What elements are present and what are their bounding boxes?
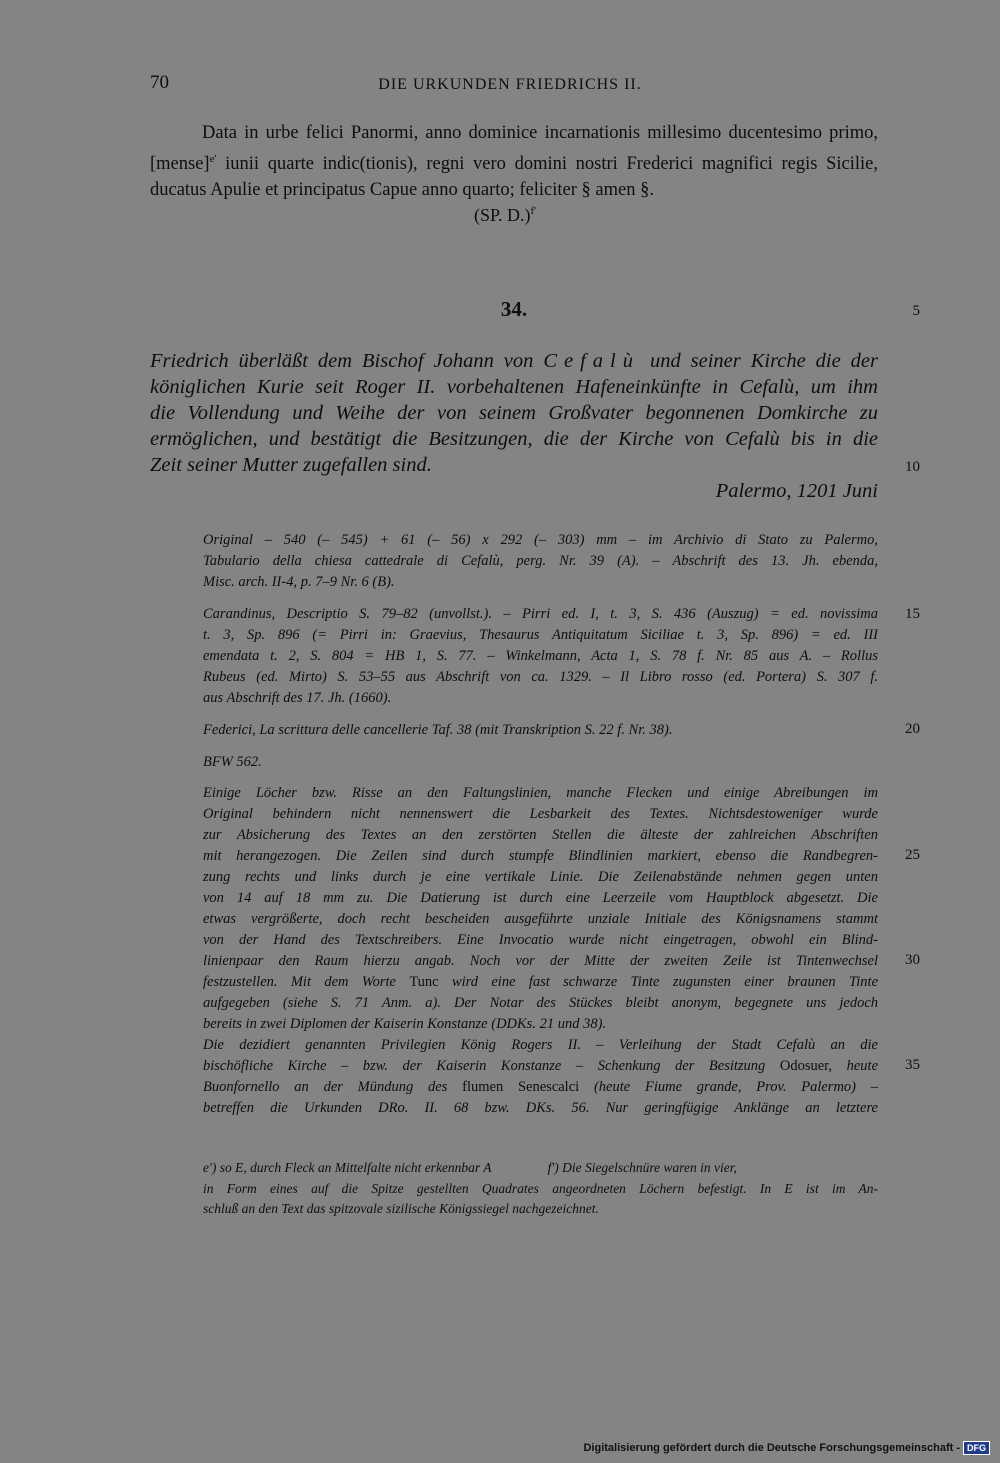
regest-line: Friedrich überläßt dem Bischof Johann von Cefalù und seiner Kirche die der [150,350,878,372]
dfg-logo-icon: DFG [963,1441,990,1455]
bfw-reference: BFW 562. [203,754,262,770]
footnotes: e') so E, durch Fleck an Mittelfalte nicht erkennbar A f') Die Siegelschnüre waren in vier, in Form eines auf die Spitze gestellten Quadrates angeordneten Löchern befestigt. In E ist im An- schluß an den Text das spitzovale sizilische Königssiegel nachgezeichnet. [203,1160,878,1216]
margin-line-number: 30 [905,952,920,968]
regest-line: königlichen Kurie seit Roger II. vorbehaltenen Hafeneinkünfte in Cefalù, um ihm [150,376,878,398]
dating-line-3: ducatus Apulie et principatus Capue anno quarto; feliciter § amen §. [150,180,654,201]
seal-note: (SP. D.)$^{f'}$ [474,205,537,225]
dating-clause [150,120,878,203]
document-number: 34. [500,297,528,321]
commentary: Einige Löcher bzw. Risse an den Faltungslinien, manche Flecken und einige Abreibungen im Original behindern nicht nennenswert die Lesbarkeit des Textes. Nichtsdestoweniger wurde zur Absicherung des Textes an den zerstörten Stellen die älteste der zahlreichen Abschriften mit herangezogen. Die Zeilen sind durch stumpfe Blindlinien markiert, ebenso die Randbegren- zung rechts und links durch je eine vertikale Linie. Die Zeilenabstände nehmen gegen unten von 14 auf 18 mm zu. Die Datierung ist durch eine Leerzeile vom Hauptblock abgesetzt. Die etwas vergrößerte, doch recht bescheiden ausgeführte unziale Initiale des Königsnamens stammt von der Hand des Textschreibers. Eine Invocatio wurde nicht eingetragen, obwohl ein Blind- linienpaar den Raum hierzu angab. Noch vor der Mitte der zweiten Zeile ist Tintenwechsel festzustellen. Mit dem Worte Tunc wird eine fast schwarze Tinte zugunsten einer braunen Tinte aufgegeben (siehe S. 71 Anm. a). Der Notar des Stückes bleibt anonym, begegnete uns jedoch bereits in zwei Diplomen der Kaiserin Konstanze (DDKs. 21 und 38). Die dezidiert genannten Privilegien König Rogers II. – Verleihung der Stadt Cefalù an die bischöfliche Kirche – bzw. der Kaiserin Konstanze – Schenkung der Besitzung Odosuer, heute Buonfornello an der Mündung des flumen Senescalci (heute Fiume grande, Prov. Palermo) – betreffen die Urkunden DRo. II. 68 bzw. DKs. 56. Nur geringfügige Anklänge an letztere [203,785,879,1116]
regest-line: Zeit seiner Mutter zugefallen sind. [150,454,432,476]
running-title: DIE URKUNDEN FRIEDRICHS II. [378,76,642,93]
margin-line-number: 15 [905,606,920,622]
regest-line: die Vollendung und Weihe der von seinem Großvater begonnenen Domkirche zu [150,402,878,424]
dfg-credit: Digitalisierung gefördert durch die Deutsche Forschungsgemeinschaft - DFG [583,1441,990,1455]
margin-line-number: 25 [905,847,920,863]
margin-line-number: 5 [912,303,920,319]
margin-line-number: 10 [905,459,920,475]
footnote-f: f') Die Siegelschnüre waren in vier, [547,1160,737,1175]
dating-line-2: [mense]$^{e'}$ iunii quarte indic(tionis), regni vero domini nostri Frederici magnifici regis Sicilie, [150,153,878,175]
margin-line-number: 20 [905,721,920,737]
footnote-e: e') so E, durch Fleck an Mittelfalte nicht erkennbar A [203,1160,492,1175]
page-number: 70 [150,72,169,93]
dating-line-1: Data in urbe felici Panormi, anno dominice incarnationis millesimo ducentesimo primo, [202,123,878,143]
facsimile-reference: Federici, La scrittura delle cancellerie Taf. 38 (mit Transkription S. 22 f. Nr. 38). [203,722,673,738]
section-symbol: § [581,180,591,201]
margin-line-number: 35 [905,1057,920,1073]
regest [150,348,878,478]
document-date: Palermo, 1201 Juni [715,480,878,502]
tradition-original: Original – 540 (– 545) + 61 (– 56) x 292 (– 303) mm – im Archivio di Stato zu Palermo, Tabulario della chiesa cattedrale di Cefalù, perg. Nr. 39 (A). – Abschrift des 13. Jh. ebenda, Misc. arch. II-4, p. 7–9 Nr. 6 (B). [203,532,878,590]
section-symbol: § [640,180,650,201]
regest-line: ermöglichen, und bestätigt die Besitzungen, die der Kirche von Cefalù bis in die [150,428,878,450]
tradition-editions: Carandinus, Descriptio S. 79–82 (unvollst.). – Pirri ed. I, t. 3, S. 436 (Auszug) = ed. novissima t. 3, Sp. 896 (= Pirri in: Graevius, Thesaurus Antiquitatum Siciliae t. 3, Sp. 896) = ed. III emendata t. 2, S. 804 = HB 1, S. 77. – Winkelmann, Acta 1, S. 78 f. Nr. 85 aus A. – Rollus Rubeus (ed. Mirto) S. 53–55 aus Abschrift von ca. 1329. – Il Libro rosso (ed. Portera) S. 307 f. aus Abschrift des 17. Jh. (1660). [203,606,878,706]
